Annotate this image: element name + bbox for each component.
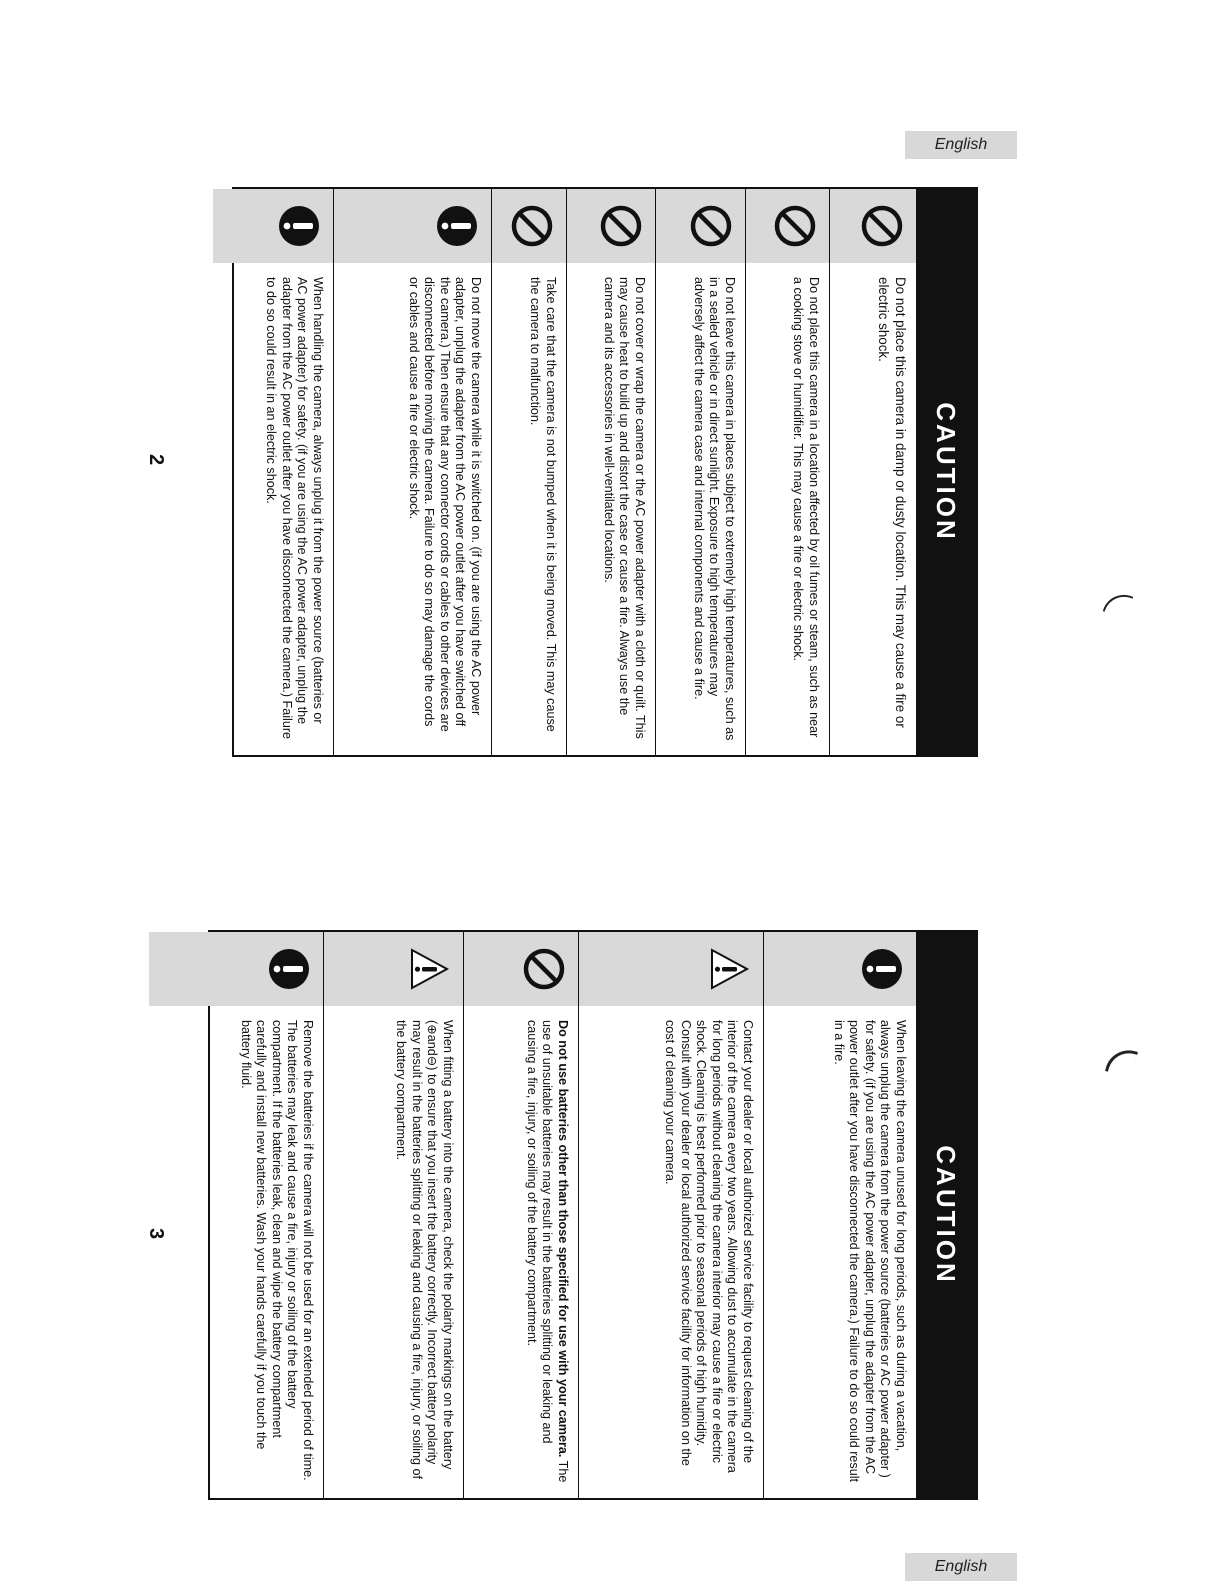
caution-text-body: Take care that the camera is not bumped when it is being moved. This may cause the camera to malfunction.	[528, 277, 558, 732]
caution-row	[334, 189, 492, 755]
caution-text-body: Do not place this camera in a location affected by oil fumes or steam, such as near a cooking stove or humidifier. This may cause a fire or electric shock.	[791, 277, 821, 738]
icon-cell	[746, 189, 829, 263]
prohibited-icon	[510, 204, 554, 248]
prohibited-icon	[522, 947, 566, 991]
language-tag-bottom: English	[905, 1553, 1017, 1581]
caution-text-body: The use of unsuitable batteries may result in the batteries splitting or leaking and causing a fire, injury, or soiling of the battery compartment.	[524, 1020, 570, 1483]
prohibited-icon	[689, 204, 733, 248]
language-tag-top: English	[905, 131, 1017, 159]
caution-row	[567, 189, 656, 755]
warning-triangle-icon	[707, 947, 751, 991]
margin-mark-top	[1103, 589, 1134, 620]
caution-text-body: Do not move the camera while it is switched on. (if you are using the AC power adapter, unplug the adapter from the AC power outlet after you have switched off the camera.) Then ensure that any connector cords or cables to other devices are disconnected before moving the camera. Failure to do so may damage the cords or cables and cause a fire or electric shock.	[406, 277, 483, 732]
icon-cell	[579, 932, 763, 1006]
caution-text	[746, 263, 829, 755]
icon-cell	[567, 189, 655, 263]
caution-text	[830, 263, 916, 755]
caution-header: CAUTION	[916, 932, 976, 1498]
warning-triangle-icon	[407, 947, 451, 991]
caution-text-body: Contact your dealer or local authorized service facility to request cleaning of the interior of the camera every two years. Allowing dust to accumulate in the camera for long periods without cleaning the camera interior may cause a fire or electric shock. Cleaning is best performed prior to seasonal periods of high humidity. Consult with your dealer or local authorized service facility for information on the cost of cleaning your camera.	[663, 1020, 755, 1473]
caution-row	[746, 189, 830, 755]
prohibited-icon	[860, 204, 904, 248]
caution-text	[656, 263, 745, 755]
caution-row	[492, 189, 567, 755]
caution-text-body: Remove the batteries if the camera will not be used for an extended period of time. The batteries may leak and cause a fire, injury or soiling of the battery compartment. If the batteries leak, clean and wipe the battery compartment carefully and install new batteries. Wash your hands carefully if you touch the battery fluid.	[238, 1020, 315, 1481]
caution-text-body: When leaving the camera unused for long periods, such as during a vacation, always unplug the camera from the power source (batteries or AC power adapter ) for safety. (if you are using the AC power adapter, unplug the adapter from the AC power outlet after you have disconnected the camera.) Failure to do so could result in a fire.	[831, 1020, 908, 1483]
margin-mark-bottom	[1105, 1045, 1138, 1078]
page-number-right: 3	[145, 1227, 168, 1240]
icon-cell	[764, 932, 916, 1006]
caution-text	[464, 1006, 578, 1498]
caution-text	[567, 263, 655, 755]
exclamation-circle-icon	[277, 204, 321, 248]
caution-text	[334, 263, 491, 755]
prohibited-icon	[773, 204, 817, 248]
caution-row	[830, 189, 916, 755]
caution-panel-page-3	[208, 930, 978, 1500]
caution-panel-page-2	[232, 187, 978, 757]
caution-text-body: Do not cover or wrap the camera or the AC power adapter with a cloth or quilt. This may cause heat to build up and distort the case or cause a fire. Always use the camera and its accessories in well-ventilated locations.	[601, 277, 647, 739]
caution-header: CAUTION	[916, 189, 976, 755]
caution-text	[213, 263, 333, 755]
exclamation-circle-icon	[435, 204, 479, 248]
caution-text	[149, 1006, 323, 1498]
caution-row	[324, 932, 464, 1498]
caution-text	[764, 1006, 916, 1498]
caution-row	[213, 189, 334, 755]
icon-cell	[324, 932, 463, 1006]
caution-text-body: When fitting a battery into the camera, check the polarity markings on the battery (⊕and⊖) to ensure that you insert the battery correctly. Incorrect battery polarity may result in the batteries splitting or leaking and causing a fire, injury, or soiling of the battery compartment.	[394, 1020, 455, 1479]
caution-text-bold: Do not use batteries other than those specified for use with your camera.	[556, 1020, 570, 1458]
exclamation-circle-icon	[267, 947, 311, 991]
caution-text-body: Do not leave this camera in places subject to extremely high temperatures, such as in a sealed vehicle or in direct sunlight. Exposure to high temperatures may adversely affect the camera case and internal components and cause a fire.	[691, 277, 737, 741]
caution-row	[464, 932, 579, 1498]
caution-text	[492, 263, 566, 755]
caution-row	[656, 189, 746, 755]
caution-text-body: Do not place this camera in damp or dusty location. This may cause a fire or electric shock.	[876, 277, 908, 728]
caution-text	[579, 1006, 763, 1498]
caution-row	[764, 932, 916, 1498]
caution-text	[324, 1006, 463, 1498]
prohibited-icon	[599, 204, 643, 248]
icon-cell	[149, 932, 323, 1006]
caution-row	[579, 932, 764, 1498]
icon-cell	[464, 932, 578, 1006]
icon-cell	[213, 189, 333, 263]
icon-cell	[656, 189, 745, 263]
caution-row	[149, 932, 324, 1498]
exclamation-circle-icon	[860, 947, 904, 991]
page-number-left: 2	[145, 453, 168, 466]
icon-cell	[492, 189, 566, 263]
icon-cell	[830, 189, 916, 263]
caution-text-body: When handling the camera, always unplug it from the power source (batteries or AC power adapter) for safety. (if you are using the AC power adapter, unplug the adapter from the AC power outlet after you have disconnected the camera.) Failure to do so could result in an electric shock.	[264, 277, 325, 740]
icon-cell	[334, 189, 491, 263]
